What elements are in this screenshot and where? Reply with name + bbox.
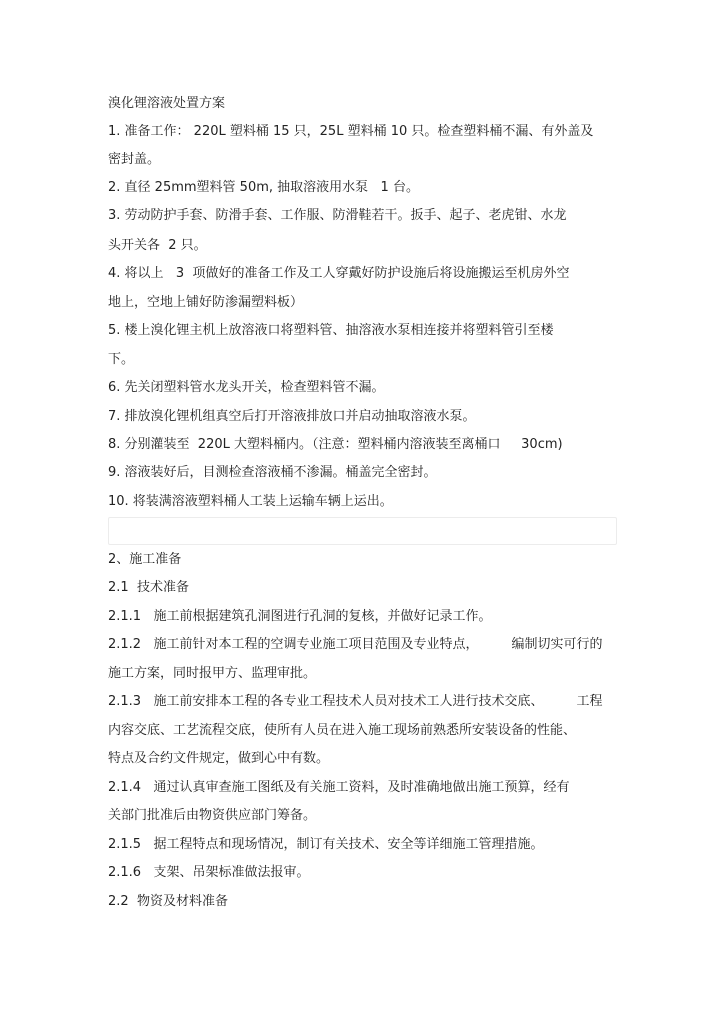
text-line: 8. 分别灌装至 220L 大塑料桶内。（注意：塑料桶内溶液装至离桶口 30cm) [108,437,563,452]
text-line: 2.1.3 施工前安排本工程的各专业工程技术人员对技术工人进行技术交底、 工程 [108,694,603,709]
subsection-heading: 2.1 技术准备 [108,580,189,595]
subsection-heading: 2.2 物资及材料准备 [108,894,228,909]
text-line: 施工方案，同时报甲方、监理审批。 [108,666,317,681]
text-line: 内容交底、工艺流程交底，使所有人员在进入施工现场前熟悉所安装设备的性能、 [108,723,577,738]
text-line: 7. 排放溴化锂机组真空后打开溶液排放口并启动抽取溶液水泵。 [108,409,476,424]
text-line: 2.1.1 施工前根据建筑孔洞图进行孔洞的复核，并做好记录工作。 [108,609,492,624]
text-line: 关部门批准后由物资供应部门筹备。 [108,808,317,823]
text-line: 6. 先关闭塑料管水龙头开关，检查塑料管不漏。 [108,380,385,395]
section-heading: 2、施工准备 [108,552,182,567]
document-title: 溴化锂溶液处置方案 [108,96,226,111]
text-line: 3. 劳动防护手套、防滑手套、工作服、防滑鞋若干。扳手、起子、老虎钳、水龙 [108,208,567,223]
text-line: 5. 楼上溴化锂主机上放溶液口将塑料管、抽溶液水泵相连接并将塑料管引至楼 [108,323,554,338]
text-line: 1. 准备工作： 220L 塑料桶 15 只，25L 塑料桶 10 只。检查塑料桶不漏、有外盖及 [108,124,594,139]
text-line: 2. 直径 25mm塑料管 50m, 抽取溶液用水泵 1 台。 [108,180,419,195]
text-line: 2.1.4 通过认真审查施工图纸及有关施工资料，及时准确地做出施工预算，经有 [108,780,570,795]
text-line: 4. 将以上 3 项做好的准备工作及工人穿戴好防护设施后将设施搬运至机房外空 [108,266,570,281]
text-line: 2.1.2 施工前针对本工程的空调专业施工项目范围及专业特点， 编制切实可行的 [108,637,603,652]
text-line: 2.1.5 据工程特点和现场情况，制订有关技术、安全等详细施工管理措施。 [108,837,544,852]
text-line: 9. 溶液装好后，目测检查溶液桶不渗漏。桶盖完全密封。 [108,465,437,480]
text-line: 下。 [108,352,135,367]
text-line: 地上，空地上铺好防渗漏塑料板） [108,295,304,310]
text-line: 10. 将装满溶液塑料桶人工装上运输车辆上运出。 [108,494,393,509]
blank-text-box [108,517,617,545]
text-line: 密封盖。 [108,152,161,167]
text-line: 特点及合约文件规定，做到心中有数。 [108,751,330,766]
text-line: 2.1.6 支架、吊架标准做法报审。 [108,865,310,880]
text-line: 头开关各 2 只。 [108,238,207,253]
